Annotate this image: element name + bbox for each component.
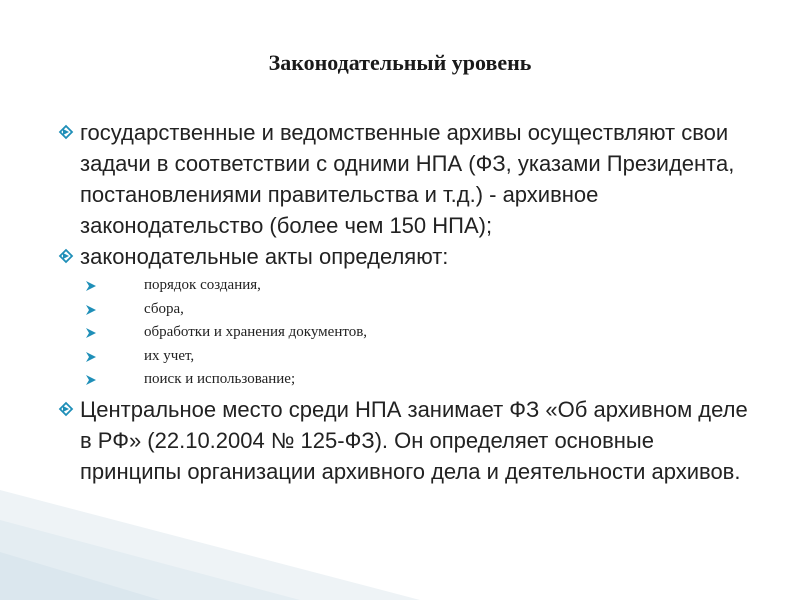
slide-content xyxy=(58,117,758,487)
sub-item xyxy=(58,321,758,345)
arrow-chevron-bullet-icon xyxy=(85,351,97,363)
arrow-chevron-bullet-icon xyxy=(85,280,97,292)
sub-item xyxy=(58,368,758,392)
bullet-item-text: Центральное место среди НПА занимает ФЗ «Об архивном деле в РФ» (22.10.2004 № 125-ФЗ). Он определяет основные принципы организации архивного дела и деятельности архивов. xyxy=(80,396,748,484)
sub-item xyxy=(58,298,758,322)
sub-item-text: их учет, xyxy=(144,347,195,364)
bullet-item-text: законодательные акты определяют: xyxy=(80,244,449,269)
diamond-arrow-bullet-icon xyxy=(58,124,74,140)
slide-title: Законодательный уровень xyxy=(268,50,532,75)
arrow-chevron-bullet-icon xyxy=(85,374,97,386)
bullet-item-acts xyxy=(58,241,758,272)
sub-item-text: поиск и использование; xyxy=(144,371,296,387)
diamond-arrow-bullet-icon xyxy=(58,401,74,417)
arrow-chevron-bullet-icon xyxy=(85,327,97,339)
bullet-item-text: государственные и ведомственные архивы осуществляют свои задачи в соответствии с одними НПА (ФЗ, указами Президента, постановлениями правительства и т.д.) - архивное законодательство (более чем 150 НПА); xyxy=(80,120,735,238)
corner-decoration xyxy=(0,490,420,600)
sub-item xyxy=(58,345,758,369)
bullet-item-archives xyxy=(58,117,758,241)
sub-item-text: порядок создания, xyxy=(144,277,261,293)
sub-item-text: обработки и хранения документов, xyxy=(144,324,368,340)
bullet-item-federal-law xyxy=(58,394,758,487)
arrow-chevron-bullet-icon xyxy=(85,304,97,316)
sub-item-text: сбора, xyxy=(144,300,184,317)
sub-list xyxy=(58,274,758,392)
sub-item xyxy=(58,274,758,298)
diamond-arrow-bullet-icon xyxy=(58,248,74,264)
